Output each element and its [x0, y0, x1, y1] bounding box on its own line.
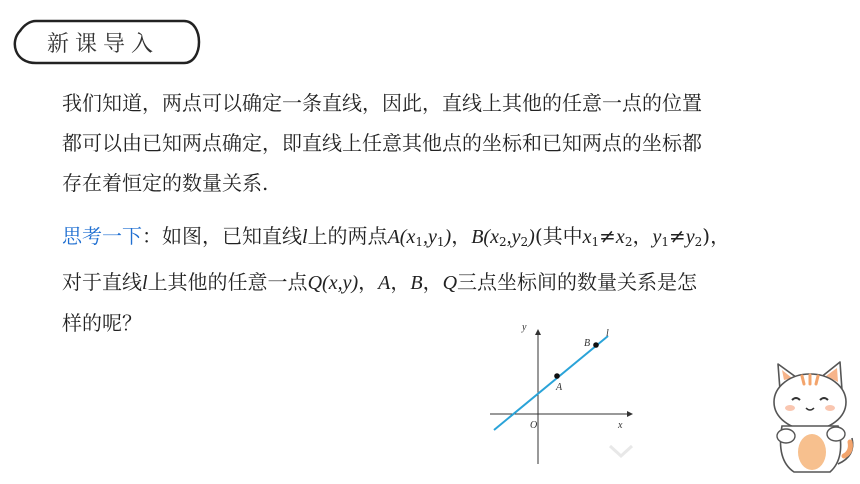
colon: ： [142, 224, 162, 248]
math-b: B [471, 226, 484, 248]
text: 上的两点 [307, 224, 388, 248]
math-q: Q [307, 272, 323, 294]
intro-line: 都可以由已知两点确定，即直线上任意其他点的坐标和已知两点的坐标都 [62, 131, 702, 155]
paren: ) [528, 226, 535, 248]
comma: , [422, 226, 428, 248]
math-x: x [406, 226, 416, 248]
text: ， [358, 270, 379, 294]
sep: ， [451, 224, 472, 248]
math-y: y [652, 226, 662, 248]
section-title: 新课导入 [46, 31, 159, 57]
question-line-2 [62, 262, 822, 303]
math-l: l [302, 226, 308, 248]
math-x: x [328, 272, 338, 294]
sub: 1 [415, 235, 423, 249]
neq: ≠ [599, 224, 616, 248]
sub: 1 [436, 235, 445, 249]
question-line-3: 样的呢？ [62, 311, 142, 335]
comma: , [506, 226, 512, 248]
intro-paragraph [62, 83, 822, 203]
line-l [494, 336, 608, 430]
text: 如图，已知直线 [162, 224, 302, 248]
question-lead: 思考一下 [62, 224, 142, 248]
paren: ( [483, 226, 491, 248]
a-label: A [556, 382, 563, 393]
math-y: y [342, 272, 352, 294]
question-line-1 [62, 216, 822, 262]
y-label: y [522, 322, 527, 333]
chevron-down-icon [606, 442, 636, 462]
math-y: y [685, 226, 695, 248]
math-x: x [490, 226, 499, 248]
l-label: l [606, 328, 609, 339]
math-y: y [511, 226, 521, 248]
neq: ≠ [668, 224, 686, 248]
text: 三点坐标间的数量关系是怎 [457, 270, 698, 294]
x-label: x [618, 420, 623, 431]
intro-line: 我们知道，两点可以确定一条直线，因此，直线上其他的任意一点的位置 [62, 91, 702, 115]
paren: ) [444, 226, 452, 248]
math-l: l [142, 272, 148, 294]
sub: 1 [591, 235, 600, 249]
sub: 2 [694, 235, 703, 249]
comma: , [337, 272, 343, 294]
paren: ( [322, 272, 329, 294]
paren: ) [351, 272, 359, 294]
b-label: B [584, 338, 591, 349]
point-b [593, 342, 599, 348]
math-x: x [582, 226, 592, 248]
text: ， [632, 224, 653, 248]
text: ， [390, 270, 411, 294]
origin-label: O [530, 420, 538, 431]
sub: 2 [624, 235, 633, 249]
paren: ( [399, 226, 407, 248]
point-a [554, 373, 560, 379]
text: 对于直线 [62, 270, 142, 294]
math-a: A [378, 272, 391, 294]
section-badge [8, 17, 198, 67]
text: )， [702, 224, 731, 248]
math-a: A [387, 226, 400, 248]
math-x: x [615, 226, 625, 248]
math-y: y [427, 226, 437, 248]
math-b: B [410, 272, 423, 294]
intro-line: 存在着恒定的数量关系. [62, 171, 269, 195]
text: (其中 [534, 224, 583, 248]
math-q: Q [442, 272, 458, 294]
text: 上其他的任意一点 [147, 270, 308, 294]
sub: 2 [520, 235, 529, 249]
question-paragraph [62, 216, 822, 343]
text: ， [422, 270, 443, 294]
sub: 2 [498, 235, 507, 249]
sub: 1 [661, 235, 669, 249]
cat-mascot-icon [766, 360, 858, 478]
